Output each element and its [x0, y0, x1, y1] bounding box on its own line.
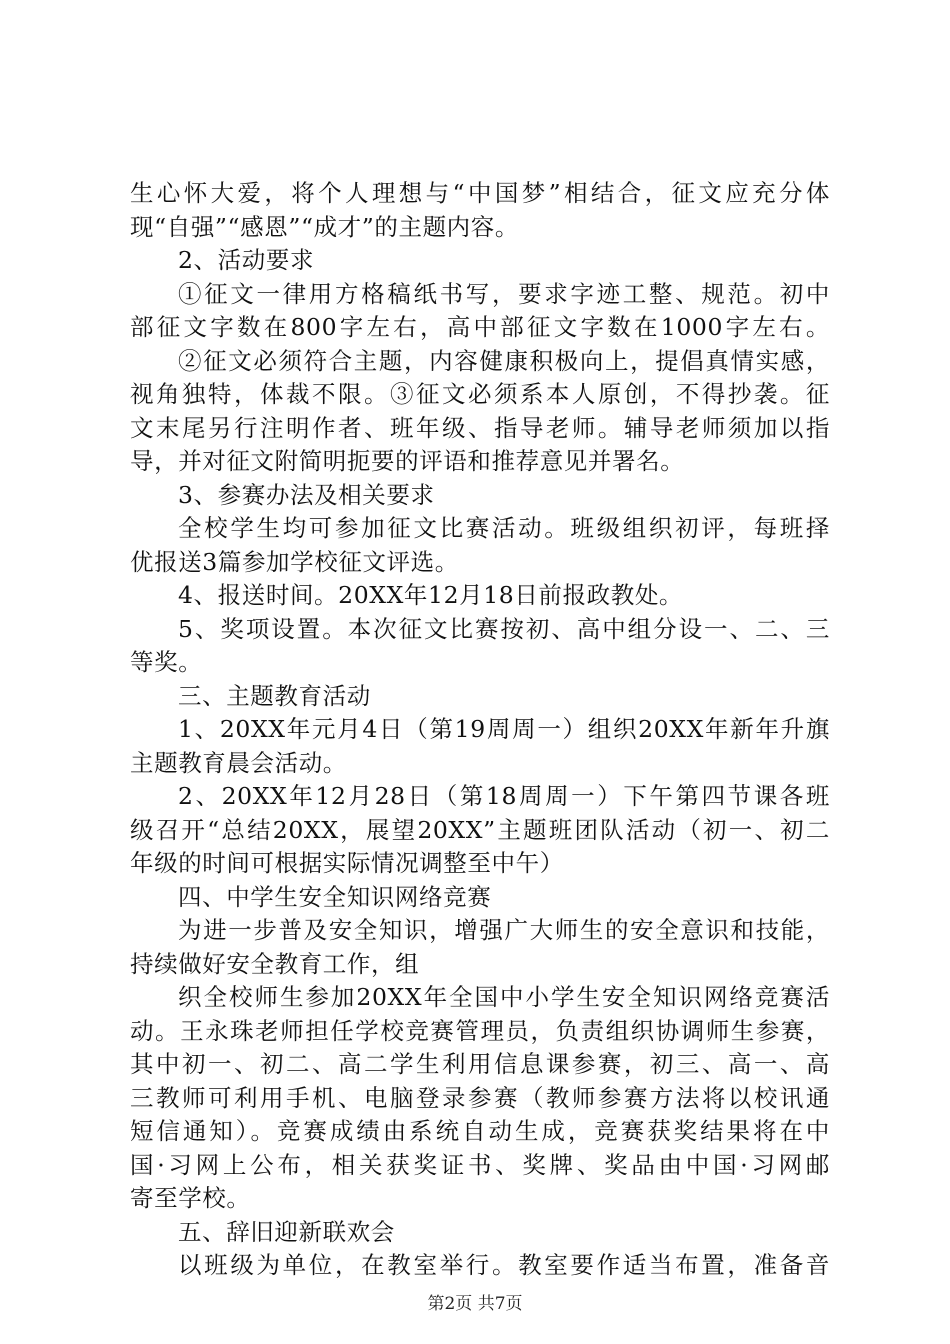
paragraph-line: 其中初一、初二、高二学生利用信息课参赛，初三、高一、高 — [130, 1050, 830, 1078]
page-number-footer: 第2页 共7页 — [427, 1294, 523, 1314]
section-heading: 三、主题教育活动 — [178, 682, 371, 710]
paragraph-line: 2、20XX年12月28日（第18周周一）下午第四节课各班 — [178, 782, 830, 810]
paragraph-line: 动。王永珠老师担任学校竞赛管理员，负责组织协调师生参赛， — [130, 1017, 830, 1045]
paragraph-line: 视角独特，体裁不限。③征文必须系本人原创，不得抄袭。征 — [130, 380, 830, 408]
paragraph-line: 主题教育晨会活动。 — [130, 749, 347, 777]
paragraph-line: 导，并对征文附简明扼要的评语和推荐意见并署名。 — [130, 447, 685, 475]
paragraph-line: ①征文一律用方格稿纸书写，要求字迹工整、规范。初中 — [178, 280, 830, 308]
paragraph-line: 短信通知）。竞赛成绩由系统自动生成，竞赛获奖结果将在中 — [130, 1117, 830, 1145]
paragraph-line: 以班级为单位，在教室举行。教室要作适当布置，准备音 — [178, 1251, 830, 1279]
paragraph-line: 现“自强”“感恩”“成才”的主题内容。 — [130, 213, 519, 241]
paragraph-line: 1、20XX年元月4日（第19周周一）组织20XX年新年升旗 — [178, 715, 830, 743]
paragraph-line: 国·习网上公布，相关获奖证书、奖牌、奖品由中国·习网邮 — [130, 1151, 830, 1179]
section-heading: 2、活动要求 — [178, 246, 315, 274]
section-heading: 3、参赛办法及相关要求 — [178, 481, 435, 509]
section-heading: 四、中学生安全知识网络竞赛 — [178, 883, 492, 911]
paragraph-line: 优报送3篇参加学校征文评选。 — [130, 548, 459, 576]
paragraph-line: 织全校师生参加20XX年全国中小学生安全知识网络竞赛活 — [178, 983, 830, 1011]
paragraph-line: ②征文必须符合主题，内容健康积极向上，提倡真情实感， — [178, 347, 830, 375]
paragraph-line: 4、报送时间。20XX年12月18日前报政教处。 — [178, 581, 684, 609]
paragraph-line: 部征文字数在800字左右，高中部征文字数在1000字左右。 — [130, 313, 830, 341]
paragraph-line: 生心怀大爱，将个人理想与“中国梦”相结合，征文应充分体 — [130, 179, 830, 207]
paragraph-line: 持续做好安全教育工作，组 — [130, 950, 420, 978]
section-heading: 五、辞旧迎新联欢会 — [178, 1218, 395, 1246]
paragraph-line: 为进一步普及安全知识，增强广大师生的安全意识和技能， — [178, 916, 830, 944]
paragraph-line: 文末尾另行注明作者、班年级、指导老师。辅导老师须加以指 — [130, 414, 830, 442]
paragraph-line: 全校学生均可参加征文比赛活动。班级组织初评，每班择 — [178, 514, 830, 542]
paragraph-line: 年级的时间可根据实际情况调整至中午） — [130, 849, 564, 877]
paragraph-line: 等奖。 — [130, 648, 203, 676]
paragraph-line: 5、奖项设置。本次征文比赛按初、高中组分设一、二、三 — [178, 615, 830, 643]
paragraph-line: 寄至学校。 — [130, 1184, 251, 1212]
paragraph-line: 级召开“总结20XX，展望20XX”主题班团队活动（初一、初二 — [130, 816, 830, 844]
paragraph-line: 三教师可利用手机、电脑登录参赛（教师参赛方法将以校讯通 — [130, 1084, 830, 1112]
